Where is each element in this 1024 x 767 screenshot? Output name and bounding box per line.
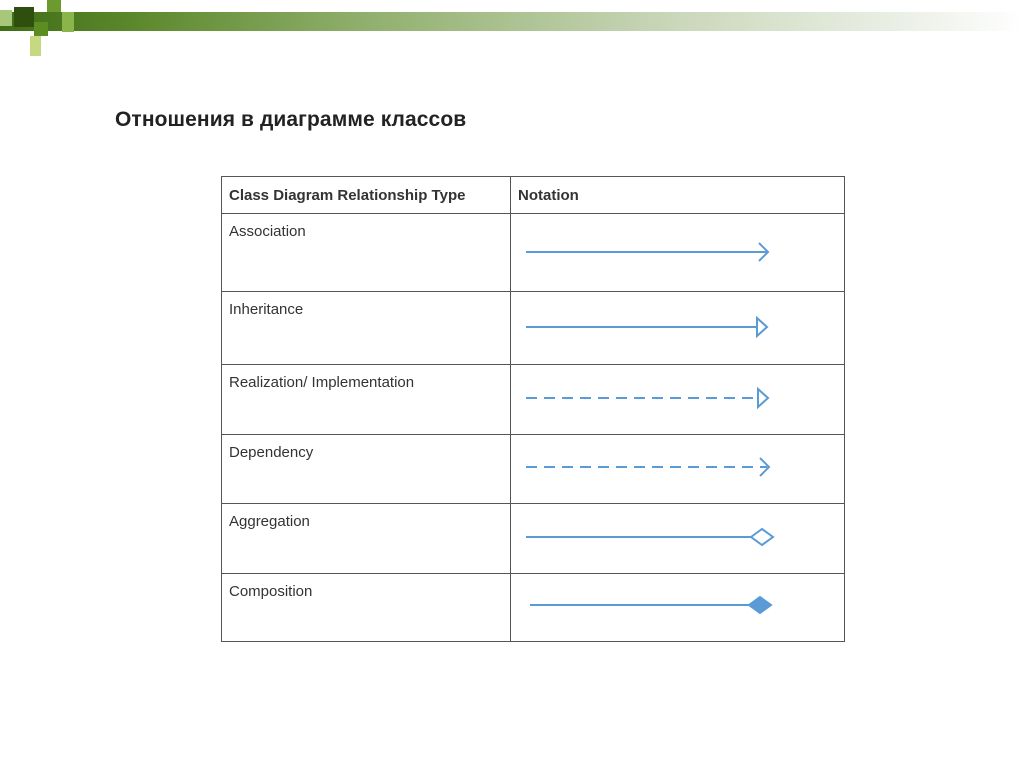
decor-square <box>62 12 74 32</box>
notation-cell <box>511 214 845 292</box>
decor-square <box>34 22 48 36</box>
slide-title: Отношения в диаграмме классов <box>115 108 467 131</box>
header-gradient-band <box>0 12 1024 31</box>
inheritance-triangle-icon <box>511 292 841 364</box>
table-row-composition <box>222 574 845 642</box>
relationship-type-label: Association <box>229 223 306 240</box>
dependency-dashed-arrow-icon <box>511 435 841 503</box>
table-row-aggregation <box>222 504 845 574</box>
association-arrow-icon <box>511 214 841 291</box>
table-row-dependency <box>222 435 845 504</box>
decor-square <box>30 36 41 56</box>
decor-square <box>47 0 61 12</box>
relationship-type-label: Realization/ Implementation <box>229 374 415 391</box>
table-row-realization <box>222 365 845 435</box>
relationship-type-cell <box>222 435 511 504</box>
relationship-type-label: Inheritance <box>229 301 304 318</box>
relationship-type-cell <box>222 214 511 292</box>
notation-cell <box>511 435 845 504</box>
relationship-type-cell <box>222 292 511 365</box>
header-notation: Notation <box>511 177 845 214</box>
header-relationship-type: Class Diagram Relationship Type <box>222 177 511 214</box>
relationship-type-cell <box>222 504 511 574</box>
table-row-inheritance <box>222 292 845 365</box>
realization-dashed-triangle-icon <box>511 365 841 434</box>
composition-filled-diamond-icon <box>511 574 841 641</box>
aggregation-hollow-diamond-icon <box>511 504 841 573</box>
relationship-type-cell <box>222 574 511 642</box>
notation-cell <box>511 504 845 574</box>
relationship-type-label: Composition <box>229 583 313 600</box>
notation-cell <box>511 365 845 435</box>
table-row-association <box>222 214 845 292</box>
decor-square <box>14 7 34 27</box>
relationship-type-cell <box>222 365 511 435</box>
table-header-row <box>222 177 845 214</box>
relationship-type-label: Aggregation <box>229 513 310 530</box>
relationship-type-label: Dependency <box>229 444 314 461</box>
notation-cell <box>511 574 845 642</box>
notation-cell <box>511 292 845 365</box>
relationship-table <box>221 176 845 642</box>
decor-square <box>0 10 12 26</box>
